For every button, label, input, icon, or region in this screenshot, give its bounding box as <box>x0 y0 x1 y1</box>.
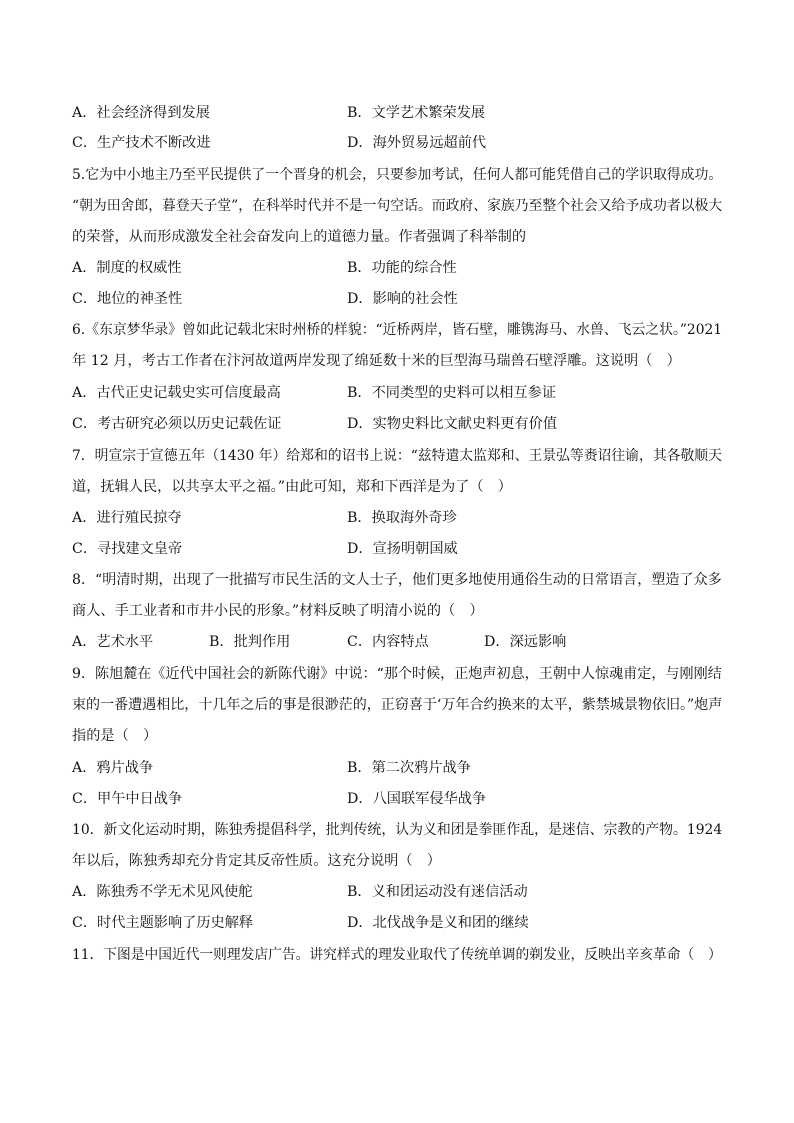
q9-stem-line-3: 指的是（ ） <box>72 728 158 744</box>
q6-option-a: A．古代正史记载史实可信度最高 <box>72 385 281 401</box>
q10-option-a: A．陈独秀不学无术见风使舵 <box>72 884 253 900</box>
q7-stem-line-1: 7．明宣宗于宣德五年（1430 年）给郑和的诏书上说：“兹特遣太监郑和、王景弘等赉诏往谕，其各敬顺天 <box>72 448 722 464</box>
q10-option-d: D．北伐战争是义和团的继续 <box>347 915 529 931</box>
q6-stem-line-1: 6.《东京梦华录》曾如此记载北宋时州桥的样貌：“近桥两岸，皆石壁，雕镌海马、水兽、飞云之状。”2021 <box>72 322 723 338</box>
q7-option-a: A．进行殖民掠夺 <box>72 510 182 526</box>
q7-option-b: B．换取海外奇珍 <box>347 510 457 526</box>
q10-option-c: C．时代主题影响了历史解释 <box>72 915 254 931</box>
q4-option-d: D．海外贸易远超前代 <box>347 135 487 151</box>
q4-option-b: B．文学艺术繁荣发展 <box>347 105 486 121</box>
q8-option-a: A．艺术水平 <box>72 634 154 650</box>
q10-stem-line-2: 年以后，陈独秀却充分肯定其反帝性质。这充分说明（ ） <box>72 853 441 869</box>
q5-option-d: D．影响的社会性 <box>347 291 458 307</box>
q6-stem-line-2: 年 12 月，考古工作者在汴河故道两岸发现了绵延数十米的巨型海马瑞兽石壁浮雕。这说明（ ） <box>72 353 681 369</box>
q10-stem-line-1: 10．新文化运动时期，陈独秀提倡科学，批判传统，认为义和团是拳匪作乱，是迷信、宗教的产物。1924 <box>72 822 723 838</box>
q8-stem-line-1: 8．“明清时期，出现了一批描写市民生活的文人士子，他们更多地使用通俗生动的日常语言，塑造了众多 <box>72 572 722 588</box>
q8-option-b: B．批判作用 <box>209 634 291 650</box>
q8-option-d: D．深远影响 <box>484 634 567 650</box>
q4-option-c: C．生产技术不断改进 <box>72 135 211 151</box>
q7-option-c: C．寻找建文皇帝 <box>72 541 183 557</box>
q10-option-b: B．义和团运动没有迷信活动 <box>347 884 528 900</box>
q6-option-b: B．不同类型的史料可以相互参证 <box>347 385 557 401</box>
q6-option-d: D．实物史料比文献史料更有价值 <box>347 416 558 432</box>
q6-option-c: C．考古研究必须以历史记载佐证 <box>72 416 282 432</box>
q5-option-c: C．地位的神圣性 <box>72 291 183 307</box>
q8-option-c: C．内容特点 <box>347 634 429 650</box>
q5-stem-line-1: 5.它为中小地主乃至平民提供了一个晋身的机会，只要参加考试，任何人都可能凭借自己的学识取得成功。 <box>72 167 723 183</box>
q9-stem-line-2: 束的一番遭遇相比，十几年之后的事是很渺茫的，正窃喜于‘万年合约换来的太平，紫禁城景物依旧。”炮声 <box>72 697 723 713</box>
q7-option-d: D．宣扬明朝国威 <box>347 541 458 557</box>
q9-option-b: B．第二次鸦片战争 <box>347 760 471 776</box>
q9-stem-line-1: 9．陈旭麓在《近代中国社会的新陈代谢》中说：“那个时候，正炮声初息，王朝中人惊魂甫定，与刚刚结 <box>72 666 722 682</box>
q4-option-a: A．社会经济得到发展 <box>72 105 210 121</box>
q5-stem-line-2: “朝为田舍郎，暮登天子堂”，在科举时代并不是一句空话。而政府、家族乃至整个社会又给予成功者以极大 <box>72 198 723 214</box>
q5-stem-line-3: 的荣誉，从而形成激发全社会奋发向上的道德力量。作者强调了科举制的 <box>72 229 527 245</box>
q5-option-a: A．制度的权威性 <box>72 260 182 276</box>
q9-option-c: C．甲午中日战争 <box>72 791 183 807</box>
q9-option-a: A．鸦片战争 <box>72 760 154 776</box>
q5-option-b: B．功能的综合性 <box>347 260 457 276</box>
q11-stem-line-1: 11．下图是中国近代一则理发店广告。讲究样式的理发业取代了传统单调的剃发业，反映出辛亥革命（ ） <box>72 947 722 963</box>
q7-stem-line-2: 道，抚辑人民，以共享太平之福。”由此可知，郑和下西洋是为了（ ） <box>72 479 512 495</box>
q9-option-d: D．八国联军侵华战争 <box>347 791 487 807</box>
q8-stem-line-2: 商人、手工业者和市井小民的形象。”材料反映了明清小说的（ ） <box>72 603 484 619</box>
